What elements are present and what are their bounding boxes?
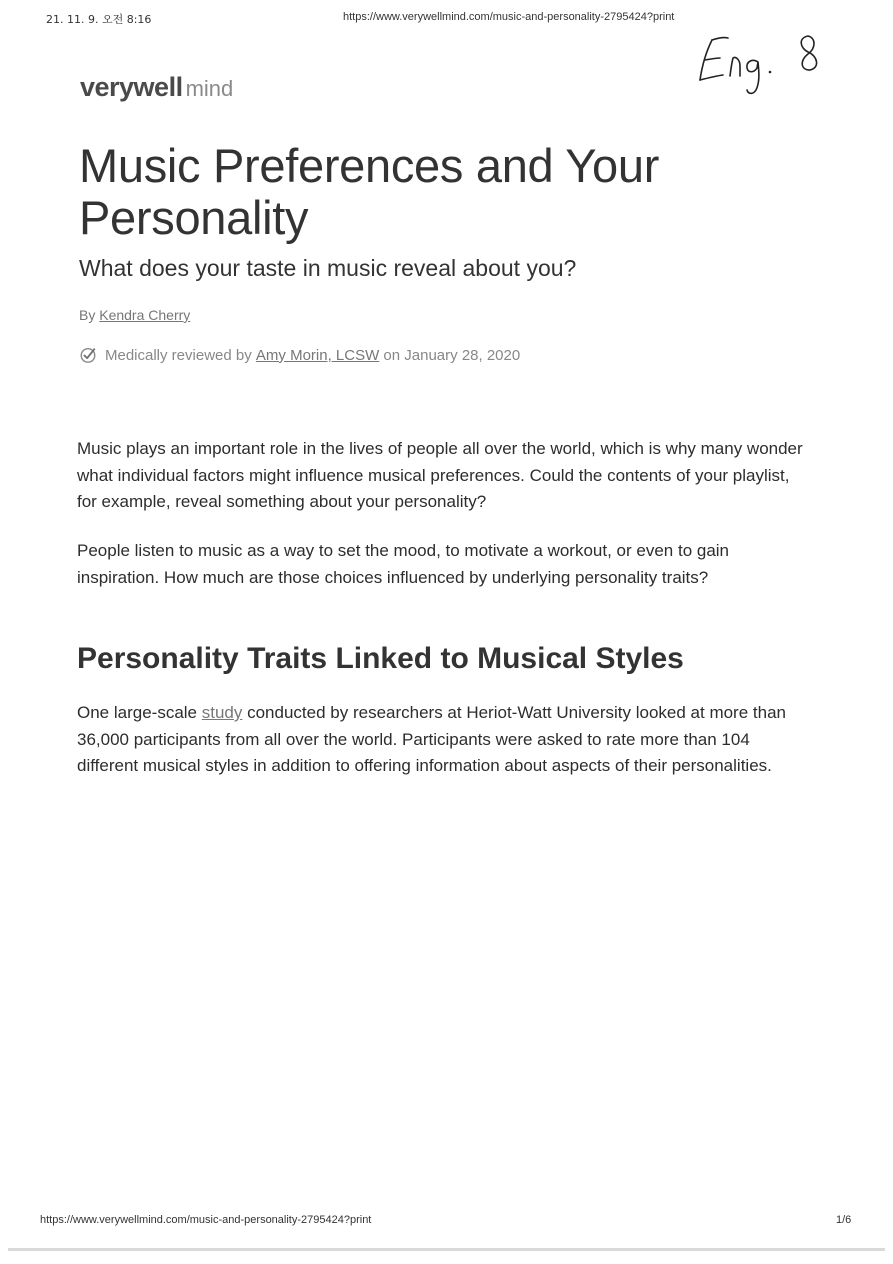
- review-date: on January 28, 2020: [379, 346, 521, 364]
- section-heading: Personality Traits Linked to Musical Styles: [77, 642, 684, 675]
- study-text-after: conducted by researchers at Heriot-Watt University looked at more than 36,000 participants from all over the world. Participants were asked to rate more than 104 different musical styles in addition to offering information about aspects of their personalities.: [77, 703, 786, 775]
- medical-review: [79, 346, 520, 364]
- author-link[interactable]: Kendra Cherry: [99, 307, 191, 323]
- scan-edge-divider: [8, 1248, 885, 1251]
- paragraph-mood: People listen to music as a way to set the mood, to motivate a workout, or even to gain inspiration. How much are those choices influenced by underlying personality traits?: [77, 541, 730, 587]
- study-text-before: One large-scale: [77, 703, 202, 722]
- byline: [79, 307, 190, 323]
- print-footer-page: 1/6: [836, 1214, 852, 1226]
- print-footer-url: https://www.verywellmind.com/music-and-personality-2795424?print: [40, 1214, 372, 1226]
- site-logo[interactable]: [80, 70, 233, 106]
- handwritten-note: [690, 28, 840, 98]
- check-circle-icon: [79, 346, 97, 364]
- byline-prefix: By: [79, 307, 100, 323]
- paragraph-intro: Music plays an important role in the lives of people all over the world, which is why many wonder what individual factors might influence musical preferences. Could the contents of your playlist, for example, reveal something about your personality?: [77, 439, 803, 511]
- article-title: Music Preferences and Your Personality: [79, 139, 660, 244]
- study-link[interactable]: study: [201, 703, 243, 722]
- paragraph-study: [77, 700, 807, 780]
- print-header-url: https://www.verywellmind.com/music-and-personality-2795424?print: [343, 11, 675, 23]
- review-prefix: Medically reviewed by: [105, 346, 256, 364]
- logo-suffix: mind: [185, 76, 234, 101]
- reviewer-link[interactable]: Amy Morin, LCSW: [255, 346, 380, 364]
- logo-brand: verywell: [80, 72, 183, 102]
- print-header-datetime: 21. 11. 9. 오전 8:16: [46, 13, 152, 26]
- article-subtitle: What does your taste in music reveal about you?: [79, 255, 577, 281]
